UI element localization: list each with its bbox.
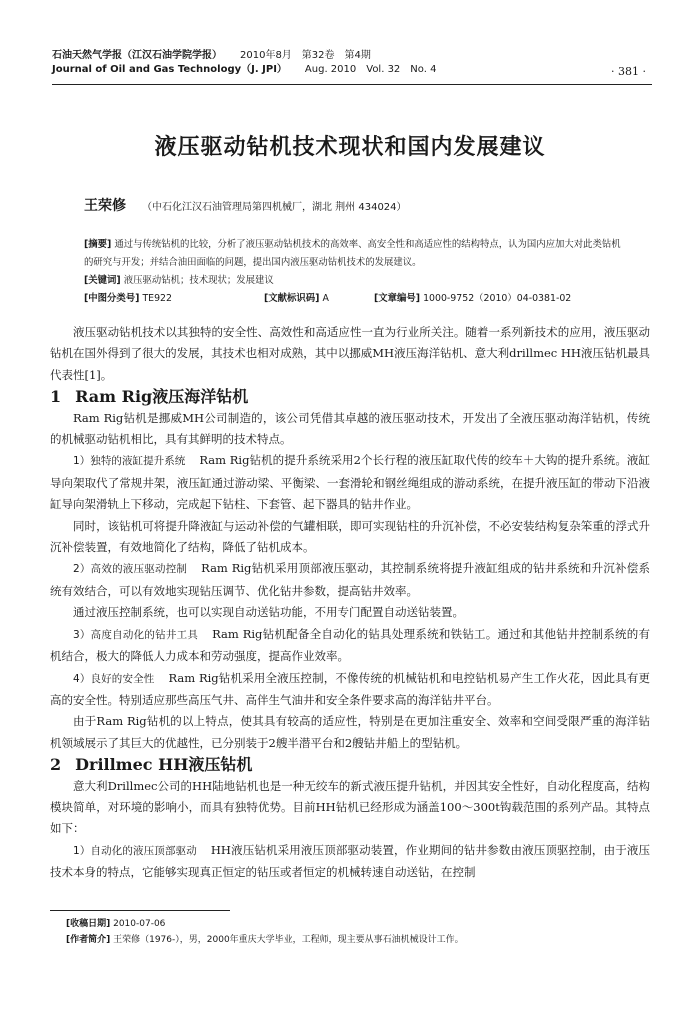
article-title: 液压驱动钻机技术现状和国内发展建议 [154,135,546,160]
s1-item-2 [50,558,650,602]
received-value: 2010-07-06 [113,919,166,929]
keywords-text: 液压驱动钻机；技术现状；发展建议 [123,275,274,286]
footnotes [66,916,464,948]
article-no-label: [文章编号] [374,293,421,304]
s1-item-1-title: 1）独特的液缸提升系统 [73,455,186,468]
s1-item-1 [50,450,650,515]
s1-paragraph-2: 同时，该钻机可将提升降液缸与运动补偿的气罐相联，即可实现钻柱的升沉补偿，不必安装结构复杂笨重的浮式升沉补偿装置，有效地简化了结构，降低了钻机成本。 [50,518,650,555]
s1-item-3-text: Ram Rig钻机配备全自动化的钻具处理系统和铁钻工。通过和其他钻井控制系统的有机结合，极大的降低人力成本和劳动强度，提高作业效率。 [50,626,650,664]
running-header [52,49,652,81]
doc-code-label: [文献标识码] [264,293,320,304]
section-2-heading [50,754,650,775]
s1-paragraph-3: 通过液压控制系统，也可以实现自动送钻功能，不用专门配置自动送钻装置。 [73,605,464,620]
s1-item-4 [50,668,650,712]
cls-label: [中图分类号] [84,293,140,304]
issue-info-cn: 2010年8月 第32卷 第4期 [240,50,371,61]
received-label: [收稿日期] [66,919,111,929]
s1-item-3-title: 3）高度自动化的钻井工具 [73,628,199,641]
s1-item-4-text: Ram Rig钻机采用全液压控制，不像传统的机械钻机和电控钻机易产生工作火花，因此具有更高的安全性。特别适应那些高压气井、高伴生气油井和安全条件要求高的海洋钻井平台。 [50,670,650,707]
header-line-en [52,63,652,77]
s1-item-2-text: Ram Rig钻机采用顶部液压驱动，其控制系统将提升液缸组成的钻井系统和升沉补偿系统有效结合，可以有效地实现钻压调节、优化钻井参数，提高钻井效率。 [50,561,650,598]
header-rule [52,84,652,85]
article-body [50,322,650,884]
keywords [84,272,624,290]
s1-paragraph-1: Ram Rig钻机是挪威MH公司制造的，该公司凭借其卓越的液压驱动技术，开发出了全液压驱动海洋钻机，传统的机械驱动钻机相比，具有其鲜明的技术特点。 [50,410,650,447]
section-1-title: Ram Rig液压海洋钻机 [75,387,249,407]
author-bio-label: [作者简介] [66,935,111,945]
page-number: · 381 · [611,65,646,78]
section-2-number: 2 [50,755,62,775]
footnote-rule [50,910,230,911]
keywords-label: [关键词] [84,275,121,286]
author-line [84,195,407,215]
s2-item-1 [50,840,650,884]
section-1-heading [50,386,650,407]
abstract-label: [摘要] [84,239,112,250]
s1-item-3 [50,624,650,668]
s2-paragraph-1: 意大利Drillmec公司的HH陆地钻机也是一种无绞车的新式液压提升钻机，并因其安全性好，自动化程度高，结构模块简单，对环境的影响小，而具有独特优势。目前HH钻机已经形成为涵盖100～300t钩载范围的系列产品。其特点如下： [50,778,650,836]
author-affiliation: （中石化江汉石油管理局第四机械厂，湖北 荆州 434024） [142,202,407,213]
doc-code-value: A [322,293,329,304]
abstract-block [84,236,624,308]
author-bio-text: 王荣修（1976-），男，2000年重庆大学毕业，工程师，现主要从事石油机械设计工作。 [113,935,464,945]
s1-item-2-title: 2）高效的液压驱动控制 [73,563,188,576]
s1-paragraph-4: 由于Ram Rig钻机的以上特点，使其具有较高的适应性，特别是在更加注重安全、效率和空间受限严重的海洋钻机领域展示了其巨大的优越性，已分别装于2艘半潜平台和2艘钻井船上的型钻机。 [50,714,650,750]
journal-name-cn: 石油天然气学报（江汉石油学院学报） [52,50,222,61]
abstract-text: 通过与传统钻机的比较，分析了液压驱动钻机技术的高效率、高安全性和高适应性的结构特点，认为国内应加大对此类钻机的研究与开发；并结合油田面临的问题，提出国内液压驱动钻机技术的发展建议。 [84,239,621,268]
journal-name-en: Journal of Oil and Gas Technology（J. JPI） [52,64,287,75]
section-1-number: 1 [50,387,62,407]
author-bio [66,932,464,948]
s2-item-1-title: 1）自动化的液压顶部驱动 [73,844,197,857]
s1-item-4-title: 4）良好的安全性 [73,672,155,685]
cls-value: TE922 [142,293,172,304]
classification-row [84,290,624,308]
intro-paragraph: 液压驱动钻机技术以其独特的安全性、高效性和高适应性一直为行业所关注。随着一系列新技术的应用，液压驱动钻机在国外得到了很大的发展，其技术也相对成熟，其中以挪威MH液压海洋钻机、意大利drillmec HH液压钻机最具代表性[1]。 [50,325,650,382]
section-2-title: Drillmec HH液压钻机 [75,755,253,775]
s2-item-1-text: HH液压钻机采用液压顶部驱动装置，作业期间的钻井参数由液压顶驱控制，由于液压技术本身的特点，它能够实现真正恒定的钻压或者恒定的机械转速自动送钻，在控制 [50,842,650,880]
abstract [84,236,624,272]
header-line-cn [52,49,652,63]
s1-item-1-text: Ram Rig钻机的提升系统采用2个长行程的液压缸取代传的绞车＋大钩的提升系统。液缸导向架取代了常规井架，液压缸通过游动梁、平衡梁、一套滑轮和钢丝绳组成的游动系统，在提升液压缸的带动下沿液缸导向架滑轨上下移动，完成起下钻柱、下套管、起下器具的钻井作业。 [50,453,650,512]
author-name: 王荣修 [84,198,126,214]
issue-info-en: Aug. 2010 Vol. 32 No. 4 [304,64,437,75]
article-no-value: 1000-9752（2010）04-0381-02 [423,293,572,304]
received-date [66,916,464,932]
